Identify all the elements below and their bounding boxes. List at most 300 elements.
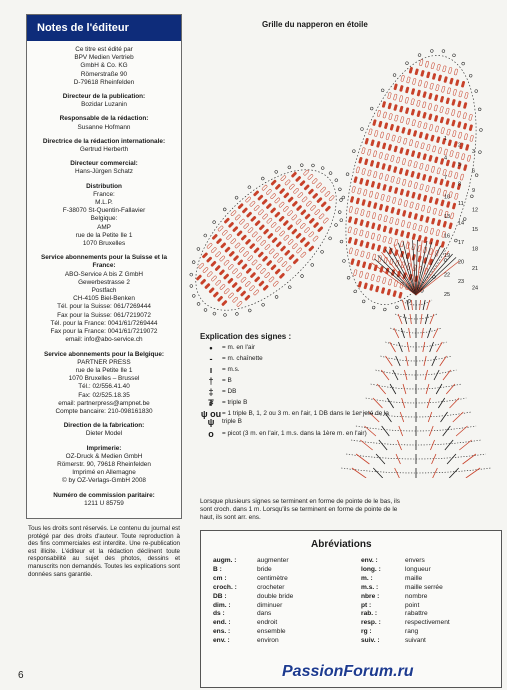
stitch-mark bbox=[361, 147, 365, 153]
stitch-mark bbox=[274, 212, 280, 218]
stem-stitch bbox=[411, 300, 412, 310]
stitch-mark bbox=[387, 165, 391, 171]
picot-mark bbox=[248, 308, 252, 312]
editor-block-line: Belgique: bbox=[90, 215, 118, 223]
stitch-mark bbox=[434, 115, 438, 121]
stitch-mark bbox=[373, 119, 377, 125]
stitch-mark bbox=[371, 181, 375, 187]
stitch-mark bbox=[396, 178, 400, 184]
stitch-mark bbox=[263, 285, 269, 291]
stitch-mark bbox=[459, 91, 463, 97]
stitch-mark bbox=[464, 134, 468, 140]
stitch-mark bbox=[320, 187, 326, 193]
abbreviation-value: envers bbox=[405, 557, 425, 564]
stitch-mark bbox=[348, 227, 352, 233]
stitch-mark bbox=[396, 126, 400, 132]
stem-stitch bbox=[406, 356, 408, 366]
stitch-mark bbox=[310, 205, 316, 211]
stitch-mark bbox=[392, 197, 396, 203]
stitch-mark bbox=[405, 107, 409, 113]
stem-stitch bbox=[443, 426, 451, 436]
stitch-mark bbox=[389, 113, 393, 119]
abbreviation-value: rang bbox=[405, 628, 419, 636]
stitch-mark bbox=[445, 108, 449, 114]
editor-block-line: GmbH & Co. KG bbox=[80, 62, 128, 70]
stitch-mark bbox=[470, 135, 474, 141]
round-number-label: 18 bbox=[472, 246, 479, 253]
stitch-mark bbox=[207, 243, 213, 249]
round-number-label: 10 bbox=[444, 194, 451, 201]
stitch-mark bbox=[371, 243, 375, 249]
picot-mark bbox=[261, 177, 265, 181]
stitch-mark bbox=[255, 220, 261, 226]
legend-symbol-icon: ‡ bbox=[208, 387, 214, 397]
stitch-mark bbox=[293, 188, 299, 194]
legend-text: = B bbox=[222, 377, 232, 384]
editor-block-line: email: partnerpress@ampnet.be bbox=[58, 399, 150, 407]
stem-stitch bbox=[402, 300, 405, 310]
stitch-mark bbox=[321, 201, 327, 207]
abbreviation-row bbox=[361, 566, 450, 575]
stitch-mark bbox=[385, 154, 389, 160]
stem-stitch bbox=[352, 468, 366, 478]
stitch-mark bbox=[373, 151, 377, 157]
picot-mark bbox=[393, 73, 396, 76]
stitch-mark bbox=[455, 79, 459, 85]
abbreviation-row bbox=[213, 628, 293, 637]
stitch-mark bbox=[249, 243, 255, 249]
picot-mark bbox=[274, 170, 278, 174]
stem-stitch bbox=[433, 328, 438, 338]
stitch-mark bbox=[454, 69, 458, 75]
stitch-mark bbox=[379, 173, 383, 179]
round-number-label: 6 bbox=[472, 168, 476, 175]
stitch-mark bbox=[428, 114, 432, 120]
stitch-mark bbox=[405, 149, 409, 155]
picot-mark bbox=[329, 171, 333, 175]
round-number-label: 16 bbox=[444, 233, 451, 240]
stitch-mark bbox=[469, 114, 473, 120]
editor-block-heading: Distribution bbox=[86, 182, 122, 190]
stem-stitch bbox=[423, 342, 425, 352]
picot-mark bbox=[342, 259, 345, 262]
stitch-mark bbox=[247, 255, 253, 261]
round-number-label: 17 bbox=[458, 240, 465, 246]
stitch-mark bbox=[236, 286, 242, 292]
chart-title: Grille du napperon en étoile bbox=[262, 20, 368, 29]
stitch-mark bbox=[280, 175, 286, 181]
stitch-mark bbox=[401, 220, 405, 226]
stitch-mark bbox=[210, 261, 216, 267]
stitch-mark bbox=[407, 77, 411, 83]
abbreviation-value: nombre bbox=[405, 592, 428, 600]
stitch-mark bbox=[243, 251, 249, 257]
stitch-mark bbox=[239, 219, 245, 225]
stitch-mark bbox=[271, 180, 277, 186]
abbreviation-key: rg : bbox=[361, 628, 372, 636]
stitch-mark bbox=[423, 112, 427, 118]
legend-text: = triple B bbox=[222, 399, 248, 406]
stitch-mark bbox=[238, 203, 244, 209]
stitch-mark bbox=[379, 152, 383, 158]
stitch-mark bbox=[316, 182, 322, 188]
stitch-mark bbox=[382, 277, 386, 283]
stitch-mark bbox=[296, 247, 302, 253]
stitch-mark bbox=[405, 97, 409, 103]
stitch-mark bbox=[368, 263, 372, 269]
editor-block-line: D-79618 Rheinfelden bbox=[73, 78, 135, 86]
stitch-mark bbox=[384, 122, 388, 128]
stitch-mark bbox=[266, 218, 272, 224]
legend-symbol-icon: ο bbox=[208, 429, 214, 439]
stitch-mark bbox=[469, 125, 473, 131]
abbreviation-value: ensemble bbox=[257, 628, 286, 636]
picot-mark bbox=[223, 207, 227, 211]
stitch-mark bbox=[437, 168, 441, 174]
stitch-mark bbox=[431, 135, 435, 141]
stitch-mark bbox=[236, 273, 242, 279]
stitch-mark bbox=[430, 83, 434, 89]
stitch-mark bbox=[400, 230, 404, 236]
stitch-mark bbox=[445, 180, 449, 186]
stitch-mark bbox=[226, 234, 232, 240]
abbreviations-left-column bbox=[213, 557, 293, 646]
stitch-mark bbox=[395, 229, 399, 235]
stitch-mark bbox=[409, 140, 413, 146]
picot-mark bbox=[189, 284, 193, 288]
stitch-mark bbox=[437, 64, 441, 70]
stitch-mark bbox=[411, 88, 415, 94]
stitch-mark bbox=[382, 143, 386, 149]
stitch-mark bbox=[433, 208, 437, 214]
legend-title: Explication des signes : bbox=[200, 332, 292, 341]
stitch-mark bbox=[245, 239, 251, 245]
stem-stitch bbox=[422, 328, 424, 338]
stem-stitch bbox=[438, 398, 444, 408]
picot-mark bbox=[212, 220, 216, 224]
stitch-mark bbox=[386, 133, 390, 139]
stitch-mark bbox=[389, 217, 393, 223]
stitch-mark bbox=[434, 95, 438, 101]
stitch-mark bbox=[275, 269, 281, 275]
stitch-mark bbox=[377, 224, 381, 230]
stitch-mark bbox=[376, 141, 380, 147]
stitch-mark bbox=[434, 177, 438, 183]
stitch-mark bbox=[418, 225, 422, 231]
stitch-mark bbox=[404, 200, 408, 206]
stitch-mark bbox=[358, 281, 362, 287]
stem-stitch bbox=[421, 314, 422, 324]
picot-mark bbox=[328, 236, 332, 240]
stitch-mark bbox=[425, 133, 429, 139]
stitch-mark bbox=[413, 130, 417, 136]
stitch-mark bbox=[383, 236, 387, 242]
editor-block bbox=[31, 351, 177, 417]
stitch-mark bbox=[446, 118, 450, 124]
stitch-mark bbox=[207, 271, 213, 277]
stitch-mark bbox=[303, 170, 309, 176]
editor-block-line: Fax: 02/525.18.35 bbox=[78, 391, 130, 399]
legend-text: = 1 triple B, 1, 2 ou 3 m. en l'air, 1 DB dans le 1er jeté de la triple B bbox=[222, 410, 389, 425]
stem-stitch bbox=[445, 440, 453, 450]
stitch-mark bbox=[463, 102, 467, 108]
stitch-mark bbox=[283, 235, 289, 241]
stitch-mark bbox=[232, 282, 238, 288]
picot-mark bbox=[352, 149, 355, 152]
stitch-mark bbox=[429, 124, 433, 130]
stitch-mark bbox=[362, 199, 366, 205]
stitch-mark bbox=[367, 170, 371, 176]
stitch-mark bbox=[407, 129, 411, 135]
stem-stitch bbox=[425, 370, 428, 380]
stitch-mark bbox=[413, 223, 417, 229]
editor-block-line: 1211 U 85759 bbox=[84, 499, 124, 507]
stitch-mark bbox=[452, 161, 456, 167]
editor-block-line: OZ-Druck & Medien GmbH bbox=[65, 452, 143, 460]
stitch-mark bbox=[393, 94, 397, 100]
stitch-mark bbox=[405, 169, 409, 175]
stitch-mark bbox=[300, 252, 306, 258]
stitch-mark bbox=[422, 174, 426, 180]
stitch-mark bbox=[368, 129, 372, 135]
stitch-mark bbox=[260, 240, 266, 246]
stitch-mark bbox=[427, 206, 431, 212]
picot-mark bbox=[395, 306, 398, 309]
stitch-mark bbox=[402, 210, 406, 216]
stitch-mark bbox=[437, 219, 441, 225]
abbreviation-key: ens. : bbox=[213, 628, 231, 636]
stitch-mark bbox=[295, 176, 301, 182]
stitch-mark bbox=[399, 106, 403, 112]
stitch-mark bbox=[365, 242, 369, 248]
stitch-mark bbox=[411, 171, 415, 177]
picot-mark bbox=[192, 260, 196, 264]
stem-stitch bbox=[407, 342, 409, 352]
stitch-mark bbox=[281, 261, 287, 267]
stitch-mark bbox=[418, 80, 422, 86]
stitch-mark bbox=[378, 121, 382, 127]
stitch-mark bbox=[393, 166, 397, 172]
stitch-mark bbox=[400, 147, 404, 153]
stitch-mark bbox=[260, 268, 266, 274]
stitch-mark bbox=[262, 256, 268, 262]
stitch-mark bbox=[394, 104, 398, 110]
round-number-label: 4 bbox=[444, 155, 448, 162]
stitch-mark bbox=[218, 226, 224, 232]
stem-stitch bbox=[430, 342, 434, 352]
stitch-mark bbox=[245, 197, 251, 203]
stitch-mark bbox=[232, 268, 238, 274]
stitch-mark bbox=[227, 278, 233, 284]
stem-stitch bbox=[403, 384, 406, 394]
picot-mark bbox=[310, 263, 314, 267]
stitch-mark bbox=[270, 207, 276, 213]
stitch-mark bbox=[383, 112, 387, 118]
stitch-mark bbox=[253, 289, 259, 295]
stem-stitch bbox=[466, 468, 480, 478]
picot-mark bbox=[320, 250, 324, 254]
stitch-mark bbox=[383, 184, 387, 190]
stitch-mark bbox=[300, 223, 306, 229]
stitch-mark bbox=[215, 280, 221, 286]
picot-mark bbox=[235, 312, 239, 316]
abbreviation-key: augm. : bbox=[213, 557, 237, 564]
stitch-mark bbox=[394, 115, 398, 121]
stitch-mark bbox=[273, 281, 279, 287]
stitch-mark bbox=[364, 283, 368, 289]
abbreviation-value: dans bbox=[257, 610, 272, 618]
stitch-mark bbox=[254, 276, 260, 282]
stitch-mark bbox=[372, 212, 376, 218]
stitch-mark bbox=[431, 166, 435, 172]
stitch-mark bbox=[285, 179, 291, 185]
stitch-mark bbox=[219, 256, 225, 262]
stitch-mark bbox=[432, 73, 436, 79]
stitch-mark bbox=[447, 88, 451, 94]
stitch-mark bbox=[383, 226, 387, 232]
stitch-mark bbox=[206, 257, 212, 263]
stitch-mark bbox=[381, 287, 385, 293]
stitch-mark bbox=[369, 191, 373, 197]
stitch-mark bbox=[423, 195, 427, 201]
stitch-mark bbox=[419, 163, 423, 169]
round-number-label: 8 bbox=[458, 181, 462, 188]
stitch-mark bbox=[448, 171, 452, 177]
stitch-mark bbox=[249, 201, 255, 207]
abbreviation-row bbox=[361, 557, 450, 566]
symbol-legend bbox=[200, 333, 400, 441]
stitch-mark bbox=[262, 199, 268, 205]
legend-item bbox=[200, 399, 400, 407]
stitch-mark bbox=[246, 212, 252, 218]
picot-mark bbox=[469, 74, 472, 77]
stitch-mark bbox=[317, 226, 323, 232]
stitch-mark bbox=[244, 295, 250, 301]
stitch-mark bbox=[461, 81, 465, 87]
stitch-mark bbox=[402, 179, 406, 185]
stitch-mark bbox=[436, 136, 440, 142]
stitch-mark bbox=[354, 218, 358, 224]
stitch-mark bbox=[388, 186, 392, 192]
stitch-mark bbox=[283, 206, 289, 212]
stitch-mark bbox=[371, 140, 375, 146]
stitch-mark bbox=[388, 103, 392, 109]
stitch-mark bbox=[356, 198, 360, 204]
editor-block-line: Imprimé en Allemagne bbox=[72, 469, 136, 477]
stitch-mark bbox=[375, 286, 379, 292]
abbreviation-key: m. : bbox=[361, 574, 373, 582]
editor-block-heading: Service abonnements pour la Belgique: bbox=[43, 350, 165, 358]
stitch-mark bbox=[414, 182, 418, 188]
stitch-mark bbox=[395, 219, 399, 225]
stitch-mark bbox=[428, 93, 432, 99]
stitch-mark bbox=[399, 292, 403, 298]
stitch-mark bbox=[279, 188, 285, 194]
stem-stitch bbox=[447, 454, 456, 464]
stitch-mark bbox=[275, 184, 281, 190]
abbreviation-row bbox=[361, 593, 450, 602]
stitch-mark bbox=[380, 266, 384, 272]
stem-stitch bbox=[430, 440, 434, 450]
stitch-mark bbox=[454, 141, 458, 147]
picot-mark bbox=[247, 185, 251, 189]
legend-item bbox=[200, 366, 400, 374]
stitch-mark bbox=[287, 210, 293, 216]
editor-block-line: BPV Medien Vertrieb bbox=[74, 54, 134, 62]
abbreviations-title: Abréviations bbox=[311, 539, 372, 550]
legend-symbol-icon: - bbox=[209, 354, 213, 364]
stitch-mark bbox=[389, 227, 393, 233]
stitch-mark bbox=[262, 214, 268, 220]
abbreviation-key: suiv. : bbox=[361, 637, 380, 645]
stitch-mark bbox=[421, 143, 425, 149]
stitch-mark bbox=[359, 230, 363, 236]
stitch-mark bbox=[417, 90, 421, 96]
abbreviation-value: rabattre bbox=[405, 610, 428, 618]
stitch-mark bbox=[299, 180, 305, 186]
stitch-mark bbox=[400, 116, 404, 122]
stitch-mark bbox=[237, 230, 243, 236]
stitch-mark bbox=[221, 300, 227, 306]
stitch-mark bbox=[357, 188, 361, 194]
stitch-mark bbox=[412, 192, 416, 198]
legend-footnote: Lorsque plusieurs signes se terminent en forme de pointe de le bas, ils sont croch. dans 1 m. Lorsqu'ils se terminent en forme de pointe de le haut, ils sont arr. ens. bbox=[200, 498, 400, 521]
stitch-mark bbox=[406, 232, 410, 238]
stitch-mark bbox=[258, 209, 264, 215]
stem-stitch bbox=[443, 370, 451, 380]
picot-mark bbox=[470, 195, 473, 198]
stitch-mark bbox=[394, 187, 398, 193]
stitch-mark bbox=[196, 275, 202, 281]
stitch-mark bbox=[425, 61, 429, 67]
stitch-mark bbox=[394, 239, 398, 245]
stitch-mark bbox=[232, 226, 238, 232]
stitch-mark bbox=[359, 178, 363, 184]
stitch-mark bbox=[399, 85, 403, 91]
stem-stitch bbox=[432, 356, 437, 366]
editor-block-line: F-38070 St-Quentin-Fallavier bbox=[62, 207, 146, 215]
picot-mark bbox=[338, 210, 342, 214]
editor-notes-box bbox=[26, 14, 182, 519]
stitch-mark bbox=[284, 250, 290, 256]
stitch-mark bbox=[421, 70, 425, 76]
stitch-mark bbox=[308, 246, 314, 252]
stitch-mark bbox=[425, 185, 429, 191]
stitch-mark bbox=[279, 202, 285, 208]
round-number-label: 3 bbox=[472, 149, 476, 155]
abbreviation-row bbox=[361, 602, 450, 611]
stitch-mark bbox=[431, 187, 435, 193]
stitch-mark bbox=[403, 138, 407, 144]
stitch-mark bbox=[437, 188, 441, 194]
abbreviation-key: cm : bbox=[213, 574, 227, 582]
stitch-mark bbox=[371, 233, 375, 239]
stitch-mark bbox=[356, 260, 360, 266]
stitch-mark bbox=[354, 239, 358, 245]
picot-mark bbox=[362, 300, 365, 303]
stitch-mark bbox=[434, 157, 438, 163]
stitch-mark bbox=[373, 171, 377, 177]
stitch-mark bbox=[307, 174, 313, 180]
stitch-mark bbox=[241, 235, 247, 241]
stitch-mark bbox=[245, 281, 251, 287]
stitch-mark bbox=[432, 146, 436, 152]
stitch-mark bbox=[435, 84, 439, 90]
stitch-mark bbox=[365, 231, 369, 237]
abbreviation-row bbox=[361, 584, 450, 593]
stitch-mark bbox=[362, 168, 366, 174]
stitch-mark bbox=[323, 218, 329, 224]
